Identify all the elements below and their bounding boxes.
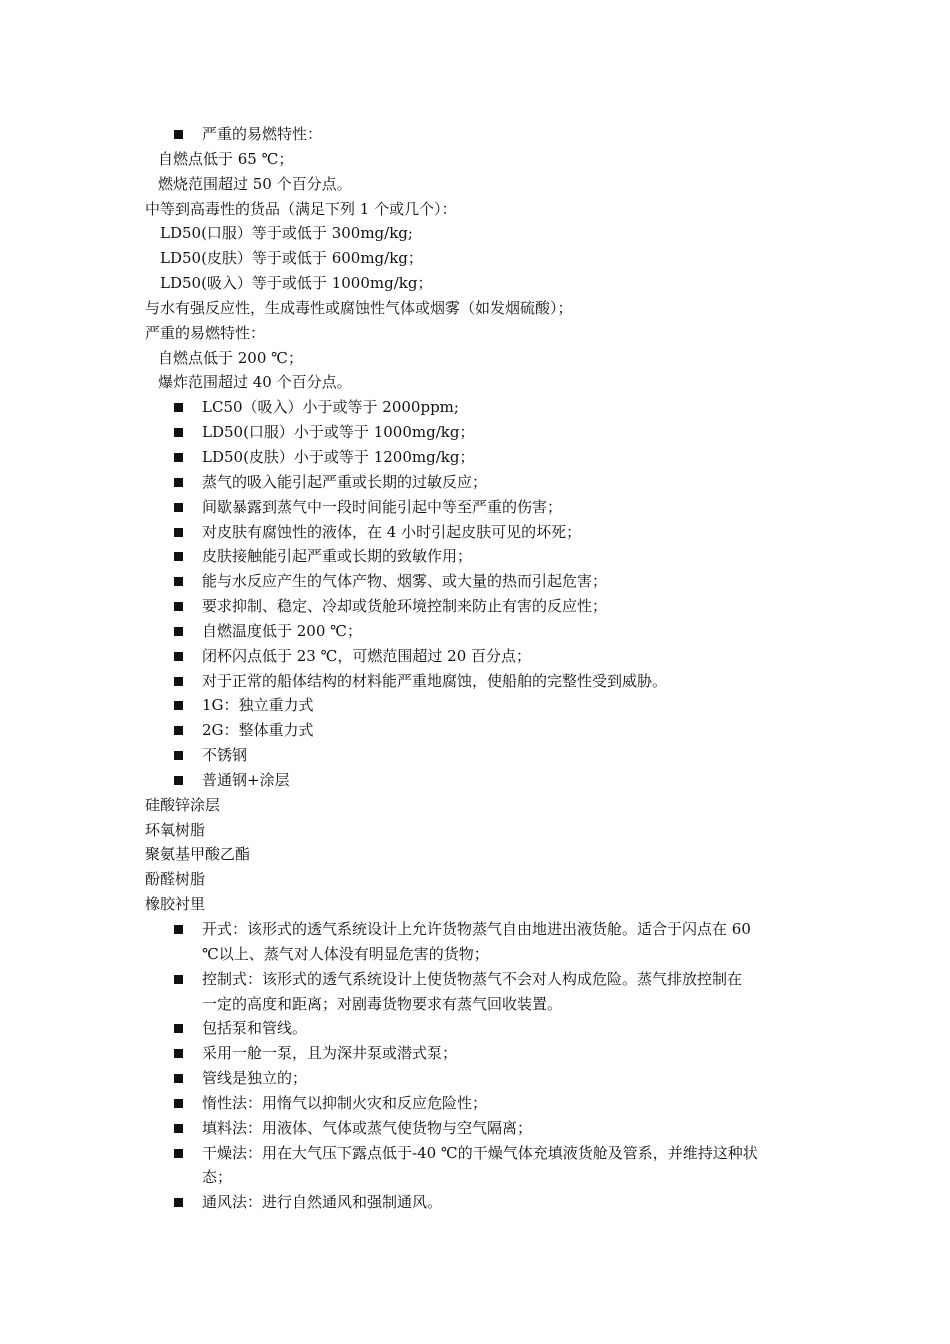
line-text: LC50（吸入）小于或等于 2000ppm; [202, 398, 459, 417]
square-bullet-icon [174, 627, 183, 636]
text-line [0, 346, 950, 371]
bullet-item [0, 420, 950, 445]
line-text: 严重的易燃特性： [202, 125, 323, 143]
text-line [0, 992, 950, 1017]
line-text: 中等到高毒性的货品（满足下列 1 个或几个）： [145, 199, 457, 218]
line-text: LD50(吸入）等于或低于 1000mg/kg； [160, 274, 433, 293]
line-text: 橡胶衬里 [145, 895, 206, 914]
line-text: 干燥法：用在大气压下露点低于-40 ℃的干燥气体充填液货舱及管系，并维持这种状 [202, 1143, 758, 1162]
line-text: 闭杯闪点低于 23 ℃，可燃范围超过 20 百分点； [202, 646, 532, 665]
bullet-item [0, 718, 950, 743]
square-bullet-icon [174, 975, 183, 984]
line-text: 对于正常的船体结构的材料能严重地腐蚀，使船舶的完整性受到威胁。 [202, 671, 668, 690]
square-bullet-icon [174, 528, 183, 537]
bullet-item [0, 644, 950, 669]
text-line [0, 147, 950, 172]
text-line [0, 793, 950, 818]
bullet-item [0, 1141, 950, 1166]
line-text: 惰性法：用惰气以抑制火灾和反应危险性； [202, 1093, 488, 1112]
square-bullet-icon [174, 677, 183, 686]
bullet-item [0, 495, 950, 520]
line-text: 开式：该形式的透气系统设计上允许货物蒸气自由地进出液货舱。适合于闪点在 60 [202, 920, 751, 938]
line-text: 自燃温度低于 200 ℃； [202, 621, 362, 640]
line-text: 燃烧范围超过 50 个百分点。 [158, 174, 352, 193]
square-bullet-icon [174, 701, 183, 710]
line-text: ℃以上、蒸气对人体没有明显危害的货物； [202, 944, 489, 963]
bullet-item [0, 1016, 950, 1041]
bullet-item [0, 693, 950, 718]
line-text: 态； [202, 1168, 233, 1187]
bullet-item [0, 768, 950, 793]
square-bullet-icon [174, 478, 183, 487]
square-bullet-icon [174, 1024, 183, 1033]
line-text: 一定的高度和距离；对剧毒货物要求有蒸气回收装置。 [202, 994, 563, 1013]
line-text: 严重的易燃特性： [145, 323, 266, 342]
square-bullet-icon [174, 726, 183, 735]
square-bullet-icon [174, 403, 183, 412]
line-text: LD50(皮肤）等于或低于 600mg/kg； [160, 249, 423, 268]
line-text: 聚氨基甲酸乙酯 [145, 845, 251, 864]
square-bullet-icon [174, 776, 183, 785]
square-bullet-icon [174, 1074, 183, 1083]
text-line [0, 1165, 950, 1190]
text-line [0, 296, 950, 321]
line-text: 不锈钢 [202, 746, 248, 765]
line-text: 间歇暴露到蒸气中一段时间能引起中等至严重的伤害； [202, 497, 563, 516]
line-text: 采用一舱一泵，且为深井泵或潜式泵； [202, 1044, 458, 1063]
bullet-item [0, 594, 950, 619]
square-bullet-icon [174, 652, 183, 661]
line-text: 要求抑制、稳定、冷却或货舱环境控制来防止有害的反应性； [202, 597, 608, 616]
square-bullet-icon [174, 552, 183, 561]
document-body [0, 122, 950, 1215]
line-text: 爆炸范围超过 40 个百分点。 [158, 373, 352, 392]
bullet-item [0, 395, 950, 420]
line-text: 普通钢+涂层 [202, 770, 290, 789]
line-text: 自燃点低于 65 ℃； [158, 149, 294, 168]
line-text: LD50(口服）小于或等于 1000mg/kg； [202, 423, 475, 442]
square-bullet-icon [174, 1124, 183, 1133]
bullet-item [0, 967, 950, 992]
text-line [0, 867, 950, 892]
square-bullet-icon [174, 428, 183, 437]
line-text: 硅酸锌涂层 [145, 795, 221, 814]
line-text: 环氧树脂 [145, 820, 206, 839]
line-text: 皮肤接触能引起严重或长期的致敏作用； [202, 547, 473, 566]
text-line [0, 892, 950, 917]
bullet-item [0, 122, 950, 147]
bullet-item [0, 470, 950, 495]
bullet-item [0, 544, 950, 569]
text-line [0, 246, 950, 271]
square-bullet-icon [174, 1198, 183, 1207]
bullet-item [0, 445, 950, 470]
square-bullet-icon [174, 1049, 183, 1058]
text-line [0, 942, 950, 967]
square-bullet-icon [174, 602, 183, 611]
text-line [0, 321, 950, 346]
square-bullet-icon [174, 1149, 183, 1158]
line-text: 1G：独立重力式 [202, 696, 314, 715]
line-text: 自燃点低于 200 ℃； [158, 348, 303, 367]
text-line [0, 221, 950, 246]
line-text: 与水有强反应性，生成毒性或腐蚀性气体或烟雾（如发烟硫酸）； [145, 298, 573, 317]
text-line [0, 271, 950, 296]
text-line [0, 842, 950, 867]
line-text: 蒸气的吸入能引起严重或长期的过敏反应； [202, 472, 488, 491]
line-text: 管线是独立的； [202, 1069, 308, 1088]
line-text: 酚醛树脂 [145, 870, 206, 889]
square-bullet-icon [174, 1099, 183, 1108]
bullet-item [0, 743, 950, 768]
square-bullet-icon [174, 503, 183, 512]
bullet-item [0, 917, 950, 942]
bullet-item [0, 1190, 950, 1215]
line-text: 包括泵和管线。 [202, 1019, 308, 1038]
square-bullet-icon [174, 130, 183, 139]
bullet-item [0, 1066, 950, 1091]
text-line [0, 197, 950, 222]
bullet-item [0, 1041, 950, 1066]
bullet-item [0, 619, 950, 644]
bullet-item [0, 1091, 950, 1116]
text-line [0, 370, 950, 395]
square-bullet-icon [174, 751, 183, 760]
line-text: 通风法：进行自然通风和强制通风。 [202, 1193, 443, 1212]
bullet-item [0, 569, 950, 594]
line-text: LD50(口服）等于或低于 300mg/kg; [160, 224, 413, 243]
line-text: 填料法：用液体、气体或蒸气使货物与空气隔离； [202, 1118, 533, 1137]
square-bullet-icon [174, 577, 183, 586]
line-text: LD50(皮肤）小于或等于 1200mg/kg； [202, 447, 475, 466]
square-bullet-icon [174, 925, 183, 934]
line-text: 对皮肤有腐蚀性的液体，在 4 小时引起皮肤可见的坏死； [202, 522, 582, 541]
bullet-item [0, 1116, 950, 1141]
bullet-item [0, 669, 950, 694]
text-line [0, 818, 950, 843]
line-text: 能与水反应产生的气体产物、烟雾、或大量的热而引起危害； [202, 572, 608, 591]
line-text: 2G：整体重力式 [202, 721, 314, 740]
bullet-item [0, 520, 950, 545]
line-text: 控制式：该形式的透气系统设计上使货物蒸气不会对人构成危险。蒸气排放控制在 [202, 969, 743, 988]
text-line [0, 172, 950, 197]
square-bullet-icon [174, 453, 183, 462]
